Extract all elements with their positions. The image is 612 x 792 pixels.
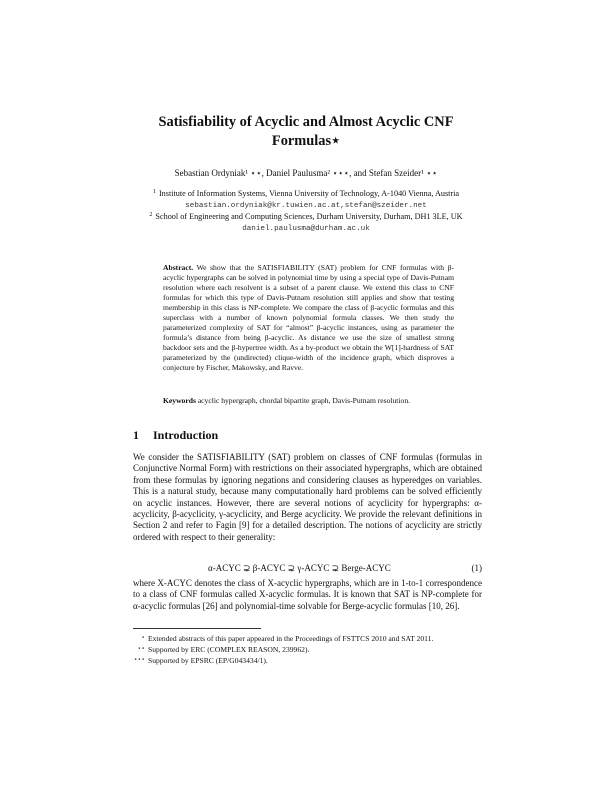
footnote-text: Extended abstracts of this paper appeared in the Proceedings of FSTTCS 2010 and SAT 2011. <box>148 634 434 643</box>
equation-expression: α-ACYC ⊋ β-ACYC ⊋ γ-ACYC ⊋ Berge-ACYC <box>208 563 391 573</box>
keywords-text: acyclic hypergraph, chordal bipartite graph, Davis-Putnam resolution. <box>197 396 411 405</box>
footnote-mark: ⋆ <box>141 635 145 641</box>
affiliation-number: 1 <box>152 189 156 195</box>
section-heading <box>133 428 218 443</box>
abstract-text: We show that the SATISFIABILITY (SAT) problem for CNF formulas with β-acyclic hypergraphs can be solved in polynomial time by using a special type of Davis-Putnam resolution where each resolvent is a subset of a parent clause. We extend this class to CNF formulas for which this type of Davis-Putnam resolution still applies and show that testing membership in this class is NP-complete. We compare the class of β-acyclic formulas and this superclass with a number of known polynomial formula classes. We then study the parameterized complexity of SAT for “almost” β-acyclic instances, using as parameter the formula’s distance from being β-acyclic. As distance we use the size of smallest strong backdoor sets and the β-hypertree width. As a by-product we obtain the W[1]-hardness of SAT parameterized by the (undirected) clique-width of the incidence graph, which disproves a conjecture by Fischer, Makowsky, and Ravve. <box>163 263 454 373</box>
footnote-2 <box>133 645 482 657</box>
footnote-mark: ⋆⋆⋆ <box>133 657 145 663</box>
footnote-rule <box>133 628 261 629</box>
footnote-mark: ⋆⋆ <box>137 646 145 652</box>
affiliation-text: School of Engineering and Computing Sciences, Durham University, Durham, DH1 3LE, UK <box>155 212 463 221</box>
affiliation-2 <box>110 212 502 234</box>
abstract-label: Abstract. <box>163 263 194 272</box>
abstract <box>163 263 454 374</box>
footnote-3 <box>133 656 482 668</box>
section-title: Introduction <box>153 428 219 442</box>
footnote-text: Supported by EPSRC (EP/G043434/1). <box>148 656 268 665</box>
equation-number: (1) <box>471 563 482 573</box>
author-list: Sebastian Ordyniak¹ ⋆⋆, Daniel Paulusma² ⋆⋆⋆, and Stefan Szeider¹ ⋆⋆ <box>174 168 438 178</box>
section-number: 1 <box>133 428 139 442</box>
footnote-1 <box>133 634 482 646</box>
intro-paragraph-1: We consider the SATISFIABILITY (SAT) problem on classes of CNF formulas (formulas in Conjunctive Normal Form) with restrictions on their associated hypergraphs, which are obtained from these formulas by ignoring negations and considering clauses as hyperedges on variables. This is a natural study, because many computationally hard problems can be solved efficiently on acyclic instances. However, there are several notions of acyclicity for hypergraphs: α-acyclicity, β-acyclicity, γ-acyclicity, and Berge acyclicity. We provide the relevant definitions in Section 2 and refer to Fagin [9] for a detailed description. The notions of acyclicity are strictly ordered with respect to their generality: <box>133 452 482 542</box>
intro-paragraph-2: where X-ACYC denotes the class of X-acyclic hypergraphs, which are in 1-to-1 correspondence to a class of CNF formulas called X-acyclic formulas. It is known that SAT is NP-complete for α-acyclic formulas [26] and polynomial-time solvable for Berge-acyclic formulas [10, 26]. <box>133 578 482 611</box>
affiliation-number: 2 <box>149 212 153 218</box>
affiliation-1 <box>110 189 502 211</box>
paper-title: Satisfiability of Acyclic and Almost Acyclic CNF Formulas⋆ <box>158 114 454 149</box>
affiliation-email: daniel.paulusma@durham.ac.uk <box>242 224 370 233</box>
affiliation-text: Institute of Information Systems, Vienna University of Technology, A-1040 Vienna, Austria <box>158 189 460 198</box>
footnote-text: Supported by ERC (COMPLEX REASON, 239962). <box>148 645 310 654</box>
keywords <box>163 396 454 406</box>
affiliation-email: sebastian.ordyniak@kr.tuwien.ac.at,stefan@szeider.net <box>185 201 427 210</box>
keywords-label: Keywords <box>163 396 196 405</box>
equation-1 <box>133 563 482 575</box>
